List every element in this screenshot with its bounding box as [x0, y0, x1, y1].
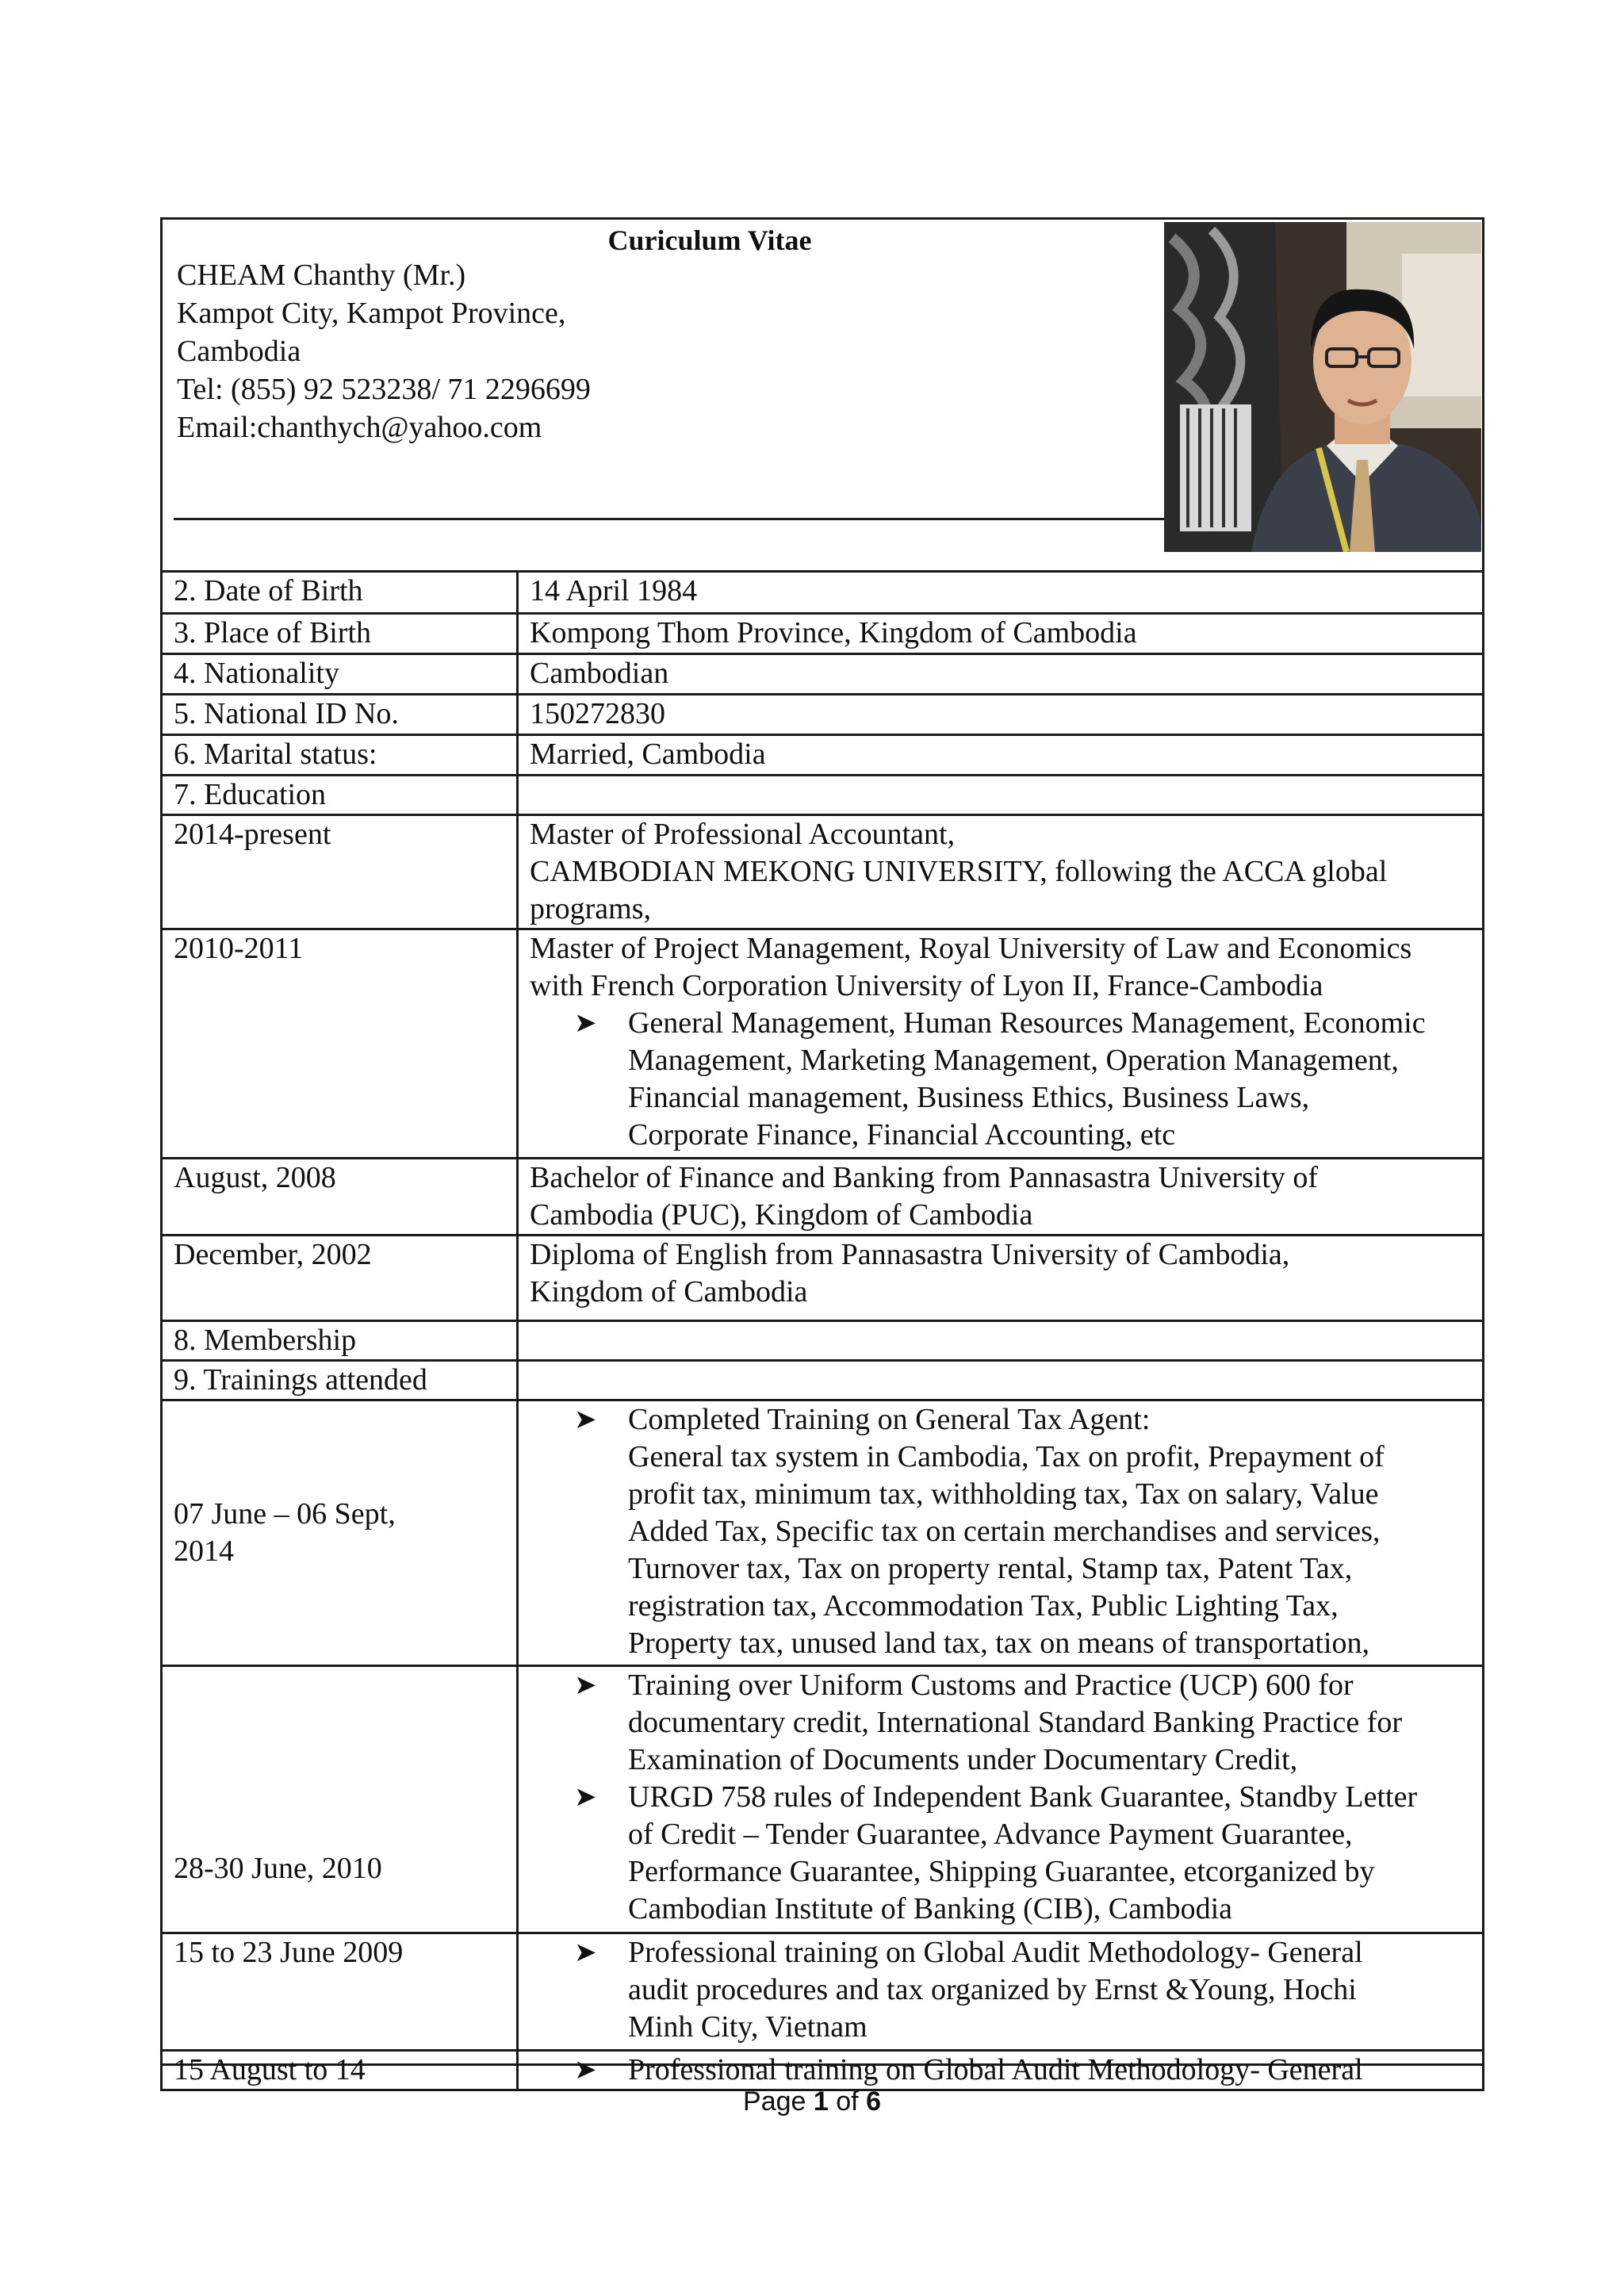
- text-line: Professional training on Global Audit Methodology- General: [628, 2053, 1363, 2086]
- text-line: registration tax, Accommodation Tax, Public Lighting Tax,: [628, 1589, 1339, 1623]
- page-current: 1: [813, 2086, 829, 2117]
- section-trainings: 9. Trainings attended: [162, 1361, 518, 1400]
- text-line: with French Corporation University of Lyon II, France-Cambodia: [530, 969, 1323, 1002]
- text-line: 07 June – 06 Sept,: [174, 1497, 396, 1531]
- table-row: [162, 614, 1484, 654]
- row-label: 3. Place of Birth: [162, 614, 518, 654]
- training-detail: [518, 1400, 1484, 1666]
- text-line: Minh City, Vietnam: [628, 2010, 868, 2044]
- row-value: Kompong Thom Province, Kingdom of Cambodia: [518, 614, 1484, 654]
- training-period: [162, 1666, 518, 1933]
- page-total: 6: [866, 2086, 881, 2117]
- bullet-item: [530, 1779, 1473, 1928]
- text-line: documentary credit, International Standard Banking Practice for: [628, 1706, 1403, 1739]
- row-label: 4. Nationality: [162, 654, 518, 695]
- arrow-bullet-icon: ➤: [574, 1783, 597, 1812]
- education-row: [162, 1159, 1484, 1236]
- profile-photo-illustration: [1164, 222, 1481, 552]
- table-row: [162, 654, 1484, 695]
- row-value: [518, 1361, 1484, 1400]
- table-row: [162, 1321, 1484, 1361]
- text-line: Property tax, unused land tax, tax on means of transportation,: [628, 1626, 1370, 1660]
- arrow-bullet-icon: ➤: [574, 1009, 597, 1038]
- page-footer: [0, 2086, 1624, 2117]
- education-detail: [518, 1236, 1484, 1321]
- text-line: CAMBODIAN MEKONG UNIVERSITY, following the ACCA global: [530, 855, 1388, 888]
- training-row: [162, 1666, 1484, 1933]
- education-detail: [518, 929, 1484, 1159]
- text-line: Added Tax, Specific tax on certain merchandises and services,: [628, 1515, 1381, 1548]
- text-line: Training over Uniform Customs and Practice (UCP) 600 for: [628, 1669, 1354, 1702]
- bullet-item: [530, 1401, 1473, 1662]
- training-detail: [518, 2051, 1484, 2090]
- row-value: Married, Cambodia: [518, 735, 1484, 776]
- education-row: [162, 929, 1484, 1159]
- training-period: 15 August to 14: [162, 2051, 518, 2090]
- text-line: Examination of Documents under Documentary Credit,: [628, 1743, 1298, 1776]
- table-row: [162, 695, 1484, 735]
- address-line-2: Cambodia: [177, 335, 301, 368]
- bullet-item: [530, 1934, 1473, 2046]
- training-detail: [518, 1933, 1484, 2051]
- cv-table: [160, 570, 1484, 2091]
- text-line: Master of Professional Accountant,: [530, 818, 956, 851]
- text-line: profit tax, minimum tax, withholding tax, Tax on salary, Value: [628, 1477, 1379, 1511]
- text-line: Cambodian Institute of Banking (CIB), Cambodia: [628, 1892, 1233, 1925]
- bullet-item: [530, 1005, 1473, 1154]
- training-row: [162, 1400, 1484, 1666]
- row-value: 14 April 1984: [518, 572, 1484, 614]
- cv-title: Curiculum Vitae: [607, 224, 812, 256]
- text-line: of Credit – Tender Guarantee, Advance Payment Guarantee,: [628, 1818, 1353, 1851]
- text-line: General Management, Human Resources Management, Economic: [628, 1006, 1426, 1040]
- text-line: Diploma of English from Pannasastra University of Cambodia,: [530, 1238, 1290, 1271]
- text-line: Bachelor of Finance and Banking from Pannasastra University of: [530, 1161, 1319, 1194]
- education-period: August, 2008: [162, 1159, 518, 1236]
- text-line: 2014: [174, 1534, 234, 1568]
- table-row: [162, 735, 1484, 776]
- row-label: 6. Marital status:: [162, 735, 518, 776]
- applicant-name: CHEAM Chanthy (Mr.): [177, 259, 466, 292]
- row-label: 7. Education: [162, 776, 518, 815]
- table-row: [162, 776, 1484, 815]
- education-row: [162, 815, 1484, 929]
- text-line: Kingdom of Cambodia: [530, 1275, 808, 1308]
- telephone: Tel: (855) 92 523238/ 71 2296699: [177, 373, 591, 406]
- of-word: of: [836, 2086, 859, 2117]
- cv-frame: [160, 217, 1484, 2086]
- text-line: 28-30 June, 2010: [174, 1852, 382, 1885]
- training-row: [162, 2051, 1484, 2090]
- bullet-item: [530, 1667, 1473, 1779]
- arrow-bullet-icon: ➤: [574, 1405, 597, 1435]
- profile-photo: [1164, 222, 1481, 552]
- row-label: 5. National ID No.: [162, 695, 518, 735]
- text-line: Financial management, Business Ethics, Business Laws,: [628, 1081, 1310, 1114]
- table-row: [162, 1361, 1484, 1400]
- text-line: audit procedures and tax organized by Ernst &Young, Hochi: [628, 1973, 1357, 2006]
- training-period: 15 to 23 June 2009: [162, 1933, 518, 2051]
- text-line: General tax system in Cambodia, Tax on profit, Prepayment of: [628, 1440, 1385, 1473]
- text-line: Management, Marketing Management, Operation Management,: [628, 1044, 1399, 1077]
- page-word: Page: [743, 2086, 806, 2117]
- education-period: December, 2002: [162, 1236, 518, 1321]
- training-period: [162, 1400, 518, 1666]
- training-row: [162, 1933, 1484, 2051]
- text-line: Performance Guarantee, Shipping Guarantee, etcorganized by: [628, 1855, 1375, 1888]
- email: Email:chanthych@yahoo.com: [177, 411, 542, 444]
- cv-header: [163, 220, 1482, 573]
- text-line: Professional training on Global Audit Methodology- General: [628, 1936, 1363, 1969]
- text-line: Master of Project Management, Royal University of Law and Economics: [530, 932, 1412, 965]
- education-detail: [518, 815, 1484, 929]
- education-row: [162, 1236, 1484, 1321]
- text-line: Cambodia (PUC), Kingdom of Cambodia: [530, 1198, 1033, 1232]
- education-period: 2010-2011: [162, 929, 518, 1159]
- text-line: Corporate Finance, Financial Accounting, etc: [628, 1118, 1176, 1151]
- education-period: 2014-present: [162, 815, 518, 929]
- row-value: Cambodian: [518, 654, 1484, 695]
- row-value: [518, 776, 1484, 815]
- arrow-bullet-icon: ➤: [574, 1671, 597, 1700]
- row-value: 150272830: [518, 695, 1484, 735]
- text-line: Turnover tax, Tax on property rental, Stamp tax, Patent Tax,: [628, 1552, 1353, 1585]
- address-line-1: Kampot City, Kampot Province,: [177, 297, 566, 330]
- text-line: Completed Training on General Tax Agent:: [628, 1403, 1151, 1436]
- arrow-bullet-icon: ➤: [574, 2056, 597, 2085]
- section-membership: 8. Membership: [162, 1321, 518, 1361]
- training-detail: [518, 1666, 1484, 1933]
- contact-block: [177, 256, 591, 446]
- row-label: 2. Date of Birth: [162, 572, 518, 614]
- text-line: URGD 758 rules of Independent Bank Guarantee, Standby Letter: [628, 1780, 1418, 1814]
- arrow-bullet-icon: ➤: [574, 1938, 597, 1967]
- row-value: [518, 1321, 1484, 1361]
- table-row: [162, 572, 1484, 614]
- education-detail: [518, 1159, 1484, 1236]
- text-line: programs,: [530, 892, 652, 925]
- bullet-item: [530, 2052, 1473, 2089]
